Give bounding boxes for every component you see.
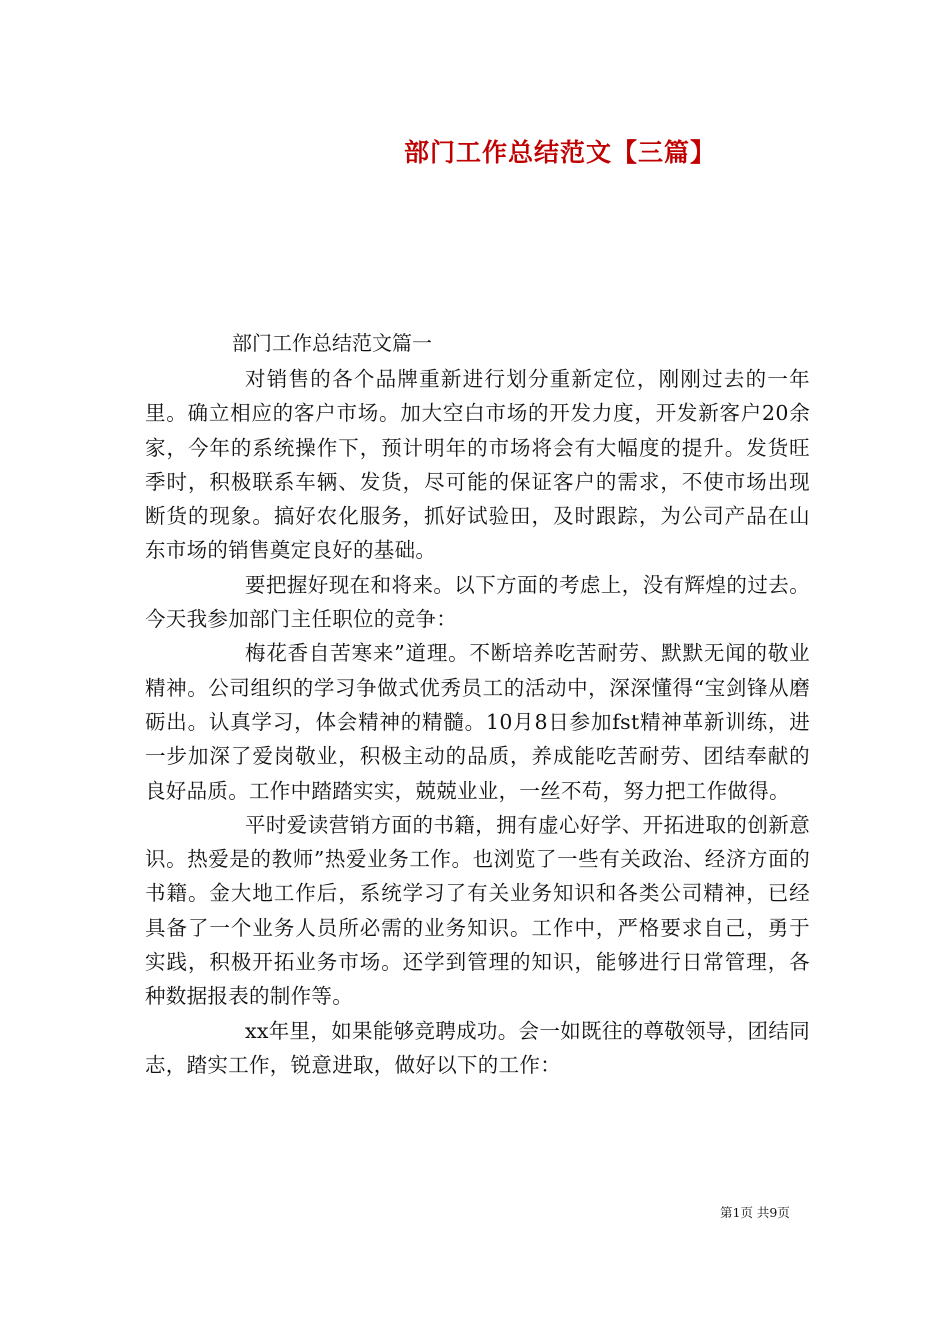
paragraph: 要把握好现在和将来。以下方面的考虑上，没有辉煌的过去。今天我参加部门主任职位的竞争： xyxy=(145,572,810,632)
paragraph: 梅花香自苦寒来”道理。不断培养吃苦耐劳、默默无闻的敬业精神。公司组织的学习争做式优秀员工的活动中，深深懂得“宝剑锋从磨砺出。认真学习，体会精神的精髓。10月8日参加fst精神革新训练，进一步加深了爱岗敬业，积极主动的品质，养成能吃苦耐劳、团结奉献的良好品质。工作中踏踏实实，兢兢业业，一丝不苟，努力把工作做得。 xyxy=(145,641,810,803)
paragraph: xx年里，如果能够竞聘成功。会一如既往的尊敬领导，团结同志，踏实工作，锐意进取，做好以下的工作： xyxy=(145,1018,810,1077)
paragraph: 对销售的各个品牌重新进行划分重新定位，刚刚过去的一年里。确立相应的客户市场。加大空白市场的开发力度，开发新客户20余家，今年的系统操作下，预计明年的市场将会有大幅度的提升。发货旺季时，积极联系车辆、发货，尽可能的保证客户的需求，不使市场出现断货的现象。搞好农化服务，抓好试验田，及时跟踪，为公司产品在山东市场的销售奠定良好的基础。 xyxy=(145,367,810,563)
paragraph: 平时爱读营销方面的书籍，拥有虚心好学、开拓进取的创新意识。热爱是的教师”热爱业务工作。也浏览了一些有关政治、经济方面的书籍。金大地工作后，系统学习了有关业务知识和各类公司精神，已经具备了一个业务人员所必需的业务知识。工作中，严格要求自己，勇于实践，积极开拓业务市场。还学到管理的知识，能够进行日常管理，各种数据报表的制作等。 xyxy=(145,812,810,1009)
document-body xyxy=(145,362,810,1082)
page-indicator: 第1页 共9页 xyxy=(720,1205,790,1220)
document-title: 部门工作总结范文【三篇】 xyxy=(403,138,716,167)
section-heading: 部门工作总结范文篇一 xyxy=(232,331,432,355)
